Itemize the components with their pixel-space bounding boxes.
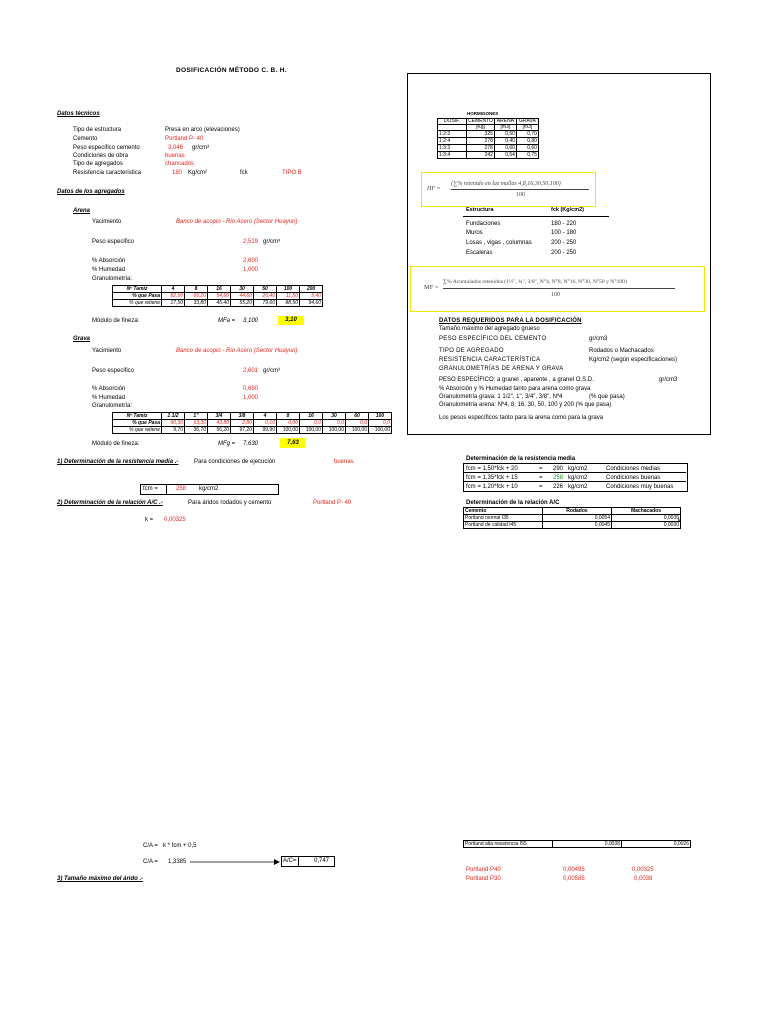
arena-granulometria-table [112, 285, 323, 307]
arena-pasa-cell: 66,20 [185, 293, 208, 300]
requeridos-row: TIPO DE AGREGADO [439, 348, 504, 354]
arena-pasa-cell: 5,40 [300, 293, 323, 300]
table-row [464, 522, 681, 529]
grava-tamiz-cell: 4 [254, 413, 277, 420]
rm-eq: = [539, 466, 543, 472]
requeridos-heading: DATOS REQUERIDOS PARA LA DOSIFICACIÓN [439, 318, 582, 324]
step1-cond: buenas [334, 459, 354, 465]
arena-retiene-cell: 45,40 [208, 300, 231, 307]
dt-label-resistencia: Resistencia caracteristica [73, 170, 142, 176]
dt-value-agregados: chancados [165, 161, 195, 167]
arena-peso-unit: gr/cm³ [263, 239, 280, 245]
ac-cell: Portland normal I35 [464, 515, 543, 522]
arena-yacimiento: Banco de acopio - Rio Acero (Sector Huayuri) [176, 219, 298, 225]
resistencia-media-title: Determinación de la resistencia media [466, 456, 576, 462]
ac-cell: 0,0054 [543, 515, 612, 522]
horm-cell: 242 [467, 152, 495, 159]
rm-unit: kg/cm2 [568, 466, 588, 472]
grava-pasa-cell: 0,10 [254, 420, 277, 427]
arena-absorcion-label: % Absorción [92, 258, 126, 264]
ac-red-row-label: Portland P40 [466, 867, 501, 873]
arena-yacimiento-label: Yacimiento [92, 219, 122, 225]
ac-cell: Portland alta resistencia I55 [464, 841, 553, 848]
requeridos-row: Granulometría arena: Nº4, 8, 16, 30, 50, 100 y 200 (% que pasa) [439, 402, 612, 408]
horm-header-arena: ARENA [494, 119, 516, 125]
arena-pasa-label: % que Pasa [113, 293, 162, 300]
arena-peso: 2,519 [243, 239, 259, 245]
ac-cell: 0,0045 [543, 522, 612, 529]
relacion-ac-table [463, 507, 681, 529]
horm-unit: [m3] [494, 125, 516, 131]
horm-cell: 0,54 [494, 152, 516, 159]
ac-cell: Portland de calidad I45 [464, 522, 543, 529]
ac-red-row-value: 0,0038 [634, 876, 653, 882]
arena-pasa-cell: 20,40 [254, 293, 277, 300]
grava-tamiz-cell: 3/8 [231, 413, 254, 420]
horm-cell: 0,60 [494, 145, 516, 152]
grava-mf-result: 7,63 [280, 438, 306, 448]
arena-heading: Arena [73, 208, 91, 214]
table-row [438, 131, 539, 138]
requeridos-row: PESO ESPECÍFICO: a granel , aparente , a granel O.S.D. [439, 377, 594, 383]
grava-retiene-cell: 100,00 [369, 427, 392, 434]
mf-formula-box [410, 266, 705, 312]
dt-value-cemento: Portland P- 40 [165, 136, 204, 142]
requeridos-row: RESISTENCIA CARACTERÍSTICA [439, 357, 541, 363]
table-row [113, 427, 392, 434]
rm-cond: Condiciones buenas [606, 475, 661, 481]
arena-retiene-cell: 33,80 [185, 300, 208, 307]
mf-formula-lhs: MF = [424, 284, 439, 291]
ac-result-label: A/C= [283, 858, 297, 864]
grava-retiene-cell: 100,00 [300, 427, 323, 434]
dt-label-condiciones: Condiciones de obra [73, 153, 129, 159]
table-row [464, 508, 681, 515]
grava-yacimiento: Banco de acopio - Rio Acero (Sector Huayuri) [176, 348, 298, 354]
estructura-divider [463, 216, 609, 217]
horm-unit: [m3] [516, 125, 538, 131]
requeridos-row: Los pesos específicos tanto para la arena como para la grava [439, 415, 604, 421]
grava-pasa-cell: 63,30 [185, 420, 208, 427]
grava-yacimiento-label: Yacimiento [92, 348, 122, 354]
mf-formula-denominator: 100 [551, 292, 560, 298]
rm-unit: kg/cm2 [568, 484, 588, 490]
rm-value: 258 [553, 475, 564, 481]
arena-absorcion: 2,600 [243, 258, 259, 264]
estructura-row-label: Losas , vigas , columnas [466, 240, 532, 246]
arena-retiene-cell: 17,50 [162, 300, 185, 307]
estructura-row-value: 100 - 180 [551, 230, 577, 236]
horm-cell: 1:2:4 [438, 138, 467, 145]
table-row [464, 515, 681, 522]
arena-mf-label: MFa = [218, 318, 236, 324]
ac-result-divider [298, 856, 299, 866]
ac-k-side: k [678, 518, 681, 524]
dt-value-condiciones: buenas [165, 153, 185, 159]
grava-retiene-cell: 99,90 [254, 427, 277, 434]
table-row [464, 841, 691, 848]
alta-resistencia-table [463, 840, 691, 848]
requeridos-row: % Absorción y % Humedad tanto para arena como grava [439, 386, 591, 392]
k-value: 0,00325 [164, 517, 186, 523]
grava-tamiz-cell: 1 1/2 [162, 413, 185, 420]
arena-humedad: 1,000 [243, 267, 259, 273]
grava-pasa-label: % que Pasa [113, 420, 162, 427]
fcm-box-divider [166, 484, 167, 494]
arena-pasa-cell: 54,60 [208, 293, 231, 300]
arena-tamiz-cell: 4 [162, 286, 185, 293]
arena-retiene-label: % que retiene [113, 300, 162, 307]
table-row [113, 300, 323, 307]
hf-formula-lhs: HF = [427, 186, 441, 192]
ac-cell: 0,0026 [622, 841, 691, 848]
grava-peso: 2,601 [243, 368, 259, 374]
horm-cell: 1:3:3 [438, 145, 467, 152]
grava-tamiz-cell: 16 [300, 413, 323, 420]
requeridos-value: Kg/cm2 (según especificaciones) [589, 357, 678, 363]
estructura-header-left: Estructura [466, 207, 494, 213]
grava-tamiz-cell: 100 [369, 413, 392, 420]
table-row [438, 138, 539, 145]
horm-cell: 278 [467, 145, 495, 152]
grava-retiene-label: % que retiene [113, 427, 162, 434]
dt-label-cemento: Cemento [73, 136, 98, 142]
grava-mf-label: MFg = [218, 441, 236, 447]
horm-cell: 0,70 [516, 131, 538, 138]
rm-value: 290 [553, 466, 564, 472]
grava-pasa-cell: 0,0 [300, 420, 323, 427]
ac-red-row-value: 0,00495 [563, 867, 585, 873]
grava-heading: Grava [73, 336, 91, 342]
table-row [113, 420, 392, 427]
grava-retiene-cell: 9,70 [162, 427, 185, 434]
estructura-row-label: Fundaciones [466, 221, 501, 227]
dt-unit-resistencia: Kg/cm² [188, 170, 208, 176]
grava-peso-unit: gr/cm³ [263, 368, 280, 374]
arena-tamiz-cell: 50 [254, 286, 277, 293]
arena-retiene-cell: 88,50 [277, 300, 300, 307]
dt-tipo: TIPO B [282, 170, 302, 176]
arena-tamiz-label: Nº Tamiz [113, 286, 162, 293]
grava-pasa-cell: 0,0 [346, 420, 369, 427]
hormigones-title: HORMIGONES [467, 111, 499, 116]
dt-label-estructura: Tipo de estructura [73, 127, 122, 133]
ca-formula-label: C/A = [143, 843, 158, 849]
rm-row-divider [463, 481, 686, 482]
grava-retiene-cell: 100,00 [323, 427, 346, 434]
ac-result-value: 0,747 [314, 858, 330, 864]
fcm-label: fcm = [143, 486, 158, 492]
requeridos-row: GRANULOMETRÍAS DE ARENA Y GRAVA [439, 366, 564, 372]
grava-pasa-cell: 0,00 [277, 420, 300, 427]
horm-cell: 0,40 [494, 138, 516, 145]
ac-cell: 0,0038 [553, 841, 622, 848]
grava-tamiz-cell: 1" [185, 413, 208, 420]
step1-label [57, 459, 178, 465]
grava-absorcion: 0,690 [243, 386, 259, 392]
grava-retiene-cell: 97,20 [231, 427, 254, 434]
k-label: k = [145, 517, 154, 523]
arrow-right-icon [190, 858, 280, 866]
horm-cell: 325 [467, 131, 495, 138]
ac-header: Cemento [464, 508, 543, 515]
grava-tamiz-cell: 8 [277, 413, 300, 420]
estructura-row-label: Escaleras [466, 250, 493, 256]
ac-cell: 0,0030 [612, 522, 681, 529]
ac-red-row-value: 0,00585 [563, 876, 585, 882]
step1-desc: Para condiciones de ejecución [194, 459, 276, 465]
grava-granulometria-label: Granulometría: [92, 403, 133, 409]
horm-cell: 1:2:3 [438, 131, 467, 138]
table-row [113, 286, 323, 293]
dt-label-agregados: Tipo de agregados [73, 161, 123, 167]
grava-tamiz-cell: 60 [346, 413, 369, 420]
dt-unit-peso-cemento: gr/cm³ [192, 145, 209, 151]
grava-retiene-cell: 100,00 [346, 427, 369, 434]
ac-red-row-value: 0,00325 [632, 867, 654, 873]
rm-formula: fcm = 1,35*fck + 15 [466, 475, 518, 481]
arena-tamiz-cell: 100 [277, 286, 300, 293]
step3-label-text: 3) Tamaño máximo del árido .- [57, 876, 144, 882]
rm-unit: kg/cm2 [568, 475, 588, 481]
horm-cell: 0,75 [516, 152, 538, 159]
requeridos-row: Granulometría grava: 1 1/2", 1", 3/4", 3/8", Nº4 [439, 394, 563, 400]
grava-retiene-cell: 36,70 [185, 427, 208, 434]
step2-label-text: 2) Determinación de la relación A/C .- [57, 500, 163, 506]
grava-pasa-cell: 2,80 [231, 420, 254, 427]
requeridos-value: gr/cm3 [659, 377, 678, 383]
ac-header: Rodados [543, 508, 612, 515]
step2-label [57, 500, 163, 506]
grava-pasa-cell: 43,80 [208, 420, 231, 427]
table-row [113, 293, 323, 300]
table-row [438, 145, 539, 152]
rm-row-divider [463, 472, 686, 473]
grava-pasa-cell: 90,30 [162, 420, 185, 427]
rm-eq: = [539, 475, 543, 481]
grava-absorcion-label: % Absorción [92, 386, 126, 392]
hormigones-table [437, 118, 539, 159]
table-row [438, 152, 539, 159]
dt-value-peso-cemento: 3,046 [168, 145, 184, 151]
relacion-ac-title: Determinación de la relación A/C [466, 500, 560, 506]
grava-granulometria-table [112, 412, 392, 434]
step1-label-text: 1) Determinación de la resistencia media .- [57, 459, 179, 465]
arena-retiene-cell: 79,60 [254, 300, 277, 307]
arena-pasa-cell: 44,60 [231, 293, 254, 300]
step2-cemento: Portland P- 40 [313, 500, 352, 506]
horm-cell: 0,50 [494, 131, 516, 138]
datos-tecnicos-heading: Datos técnicos [57, 111, 100, 117]
rm-value: 226 [553, 484, 564, 490]
horm-cell: 1:3:4 [438, 152, 467, 159]
horm-header-grava: GRAVA [516, 119, 538, 125]
grava-peso-label: Peso especifico [92, 368, 135, 374]
grava-pasa-cell: 0,0 [369, 420, 392, 427]
requeridos-row: PESO ESPECÍFICO DEL CEMENTO [439, 336, 547, 342]
mf-formula-numerator: ∑% Acumulados retenidos (1½", ¾", 3/8", N°4, N°8, N°16, N°30, N°50 y N°100) [443, 279, 627, 285]
arena-retiene-cell: 94,60 [300, 300, 323, 307]
ca-formula: k * fcm + 0,5 [163, 843, 197, 849]
step3-label [57, 876, 143, 882]
grava-tamiz-cell: 3/4 [208, 413, 231, 420]
agregados-heading: Datos de los agregados [57, 189, 125, 195]
grava-tamiz-cell: 30 [323, 413, 346, 420]
dt-fck: fck [240, 170, 248, 176]
arena-mf-value: 3,100 [243, 318, 259, 324]
requeridos-row: Tamaño máximo del agregado grueso [439, 326, 540, 332]
grava-modulo-label: Módulo de fineza: [92, 441, 140, 447]
arena-tamiz-cell: 16 [208, 286, 231, 293]
dt-value-resistencia: 180 [172, 170, 183, 176]
estructura-row-value: 180 - 220 [551, 221, 577, 227]
rm-cond: Condiciones medias [606, 466, 661, 472]
horm-header-dosif: DOSIF. [438, 119, 467, 125]
arena-tamiz-cell: 200 [300, 286, 323, 293]
estructura-row-value: 200 - 250 [551, 240, 577, 246]
grava-humedad: 1,000 [243, 395, 259, 401]
grava-humedad-label: % Humedad [92, 395, 126, 401]
grava-retiene-cell: 100,00 [277, 427, 300, 434]
page-title: DOSIFICACIÓN MÉTODO C. B. H. [176, 67, 287, 74]
requeridos-value: gr/cm3 [589, 336, 608, 342]
arena-modulo-label: Módulo de fineza: [92, 318, 140, 324]
arena-tamiz-cell: 30 [231, 286, 254, 293]
rm-formula: fcm = 1,20*fck + 10 [466, 484, 518, 490]
arena-granulometria-label: Granulometría: [92, 276, 133, 282]
dt-value-estructura: Presa en arco (elevaciones) [165, 127, 240, 133]
hf-formula-numerator: (∑% retenido en las mallas 4,8,16,30,50,100) [451, 181, 561, 187]
grava-pasa-cell: 0,0 [323, 420, 346, 427]
estructura-header-right: fck (Kg/cm2) [551, 207, 585, 213]
rm-cond: Condiciones muy buenas [606, 484, 674, 490]
fcm-unit: kg/cm2 [199, 486, 219, 492]
ac-cell: 0,0035 [612, 515, 681, 522]
grava-mf-value: 7,630 [243, 441, 259, 447]
arena-pasa-cell: 82,50 [162, 293, 185, 300]
horm-cell: 0,60 [516, 145, 538, 152]
arena-pasa-cell: 11,50 [277, 293, 300, 300]
rm-eq: = [539, 484, 543, 490]
horm-cell: 0,80 [516, 138, 538, 145]
estructura-row-value: 200 - 250 [551, 250, 577, 256]
horm-header-cemento: CEMENTO [468, 118, 493, 124]
arena-humedad-label: % Humedad [92, 267, 126, 273]
dt-label-peso-cemento: Peso especifico cemento [73, 145, 140, 151]
horm-cell: 278 [467, 138, 495, 145]
rm-formula: fcm = 1,50*fck + 20 [466, 466, 518, 472]
hf-fraction-bar [451, 189, 589, 190]
ca-value-label: C/A = [143, 859, 158, 865]
table-row [113, 413, 392, 420]
grava-tamiz-label: Nº Tamiz [113, 413, 162, 420]
arena-mf-result: 3,10 [278, 316, 304, 325]
hf-formula-denominator: 100 [516, 192, 525, 198]
requeridos-value: Rodados o Machacados [589, 348, 654, 354]
arena-peso-label: Peso especifico [92, 239, 135, 245]
mf-fraction-bar [443, 288, 675, 289]
arena-tamiz-cell: 8 [185, 286, 208, 293]
horm-unit: [Kg] [467, 125, 495, 131]
requeridos-value: (% que pasa) [589, 394, 625, 400]
step2-desc: Para áridos rodados y cemento [188, 500, 272, 506]
estructura-row-label: Muros [466, 230, 483, 236]
fcm-value: 258 [176, 486, 187, 492]
arena-retiene-cell: 55,20 [231, 300, 254, 307]
ca-value: 1,3385 [168, 859, 187, 865]
grava-retiene-cell: 56,20 [208, 427, 231, 434]
ac-header: Machacados [612, 508, 681, 515]
ac-red-row-label: Portland P30 [466, 876, 501, 882]
